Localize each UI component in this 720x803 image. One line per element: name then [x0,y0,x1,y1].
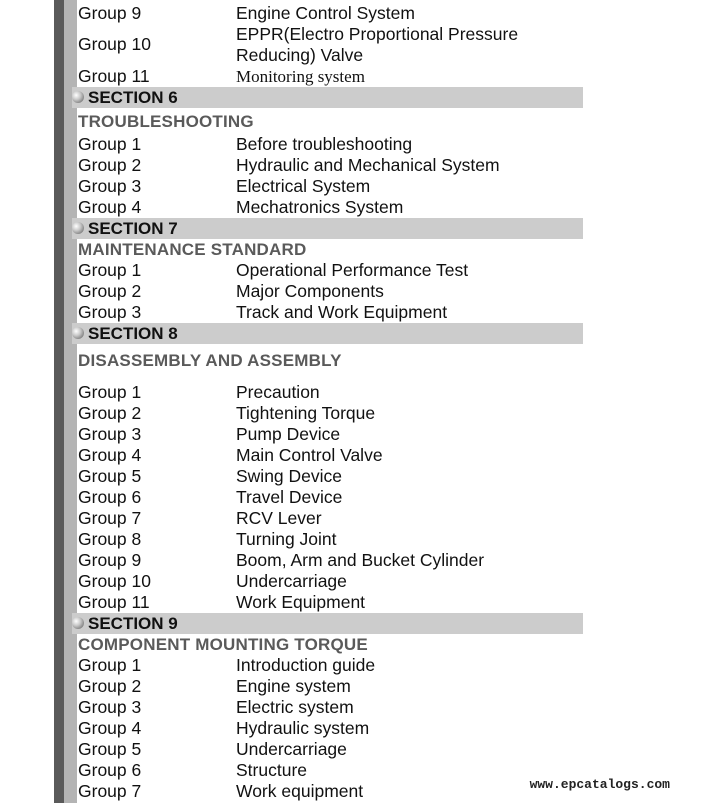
group-number: Group 3 [78,176,142,196]
group-title: Engine system [236,676,351,696]
group-number: Group 11 [78,592,150,612]
list-item [78,760,588,781]
group-title: Track and Work Equipment [236,302,448,322]
list-item [78,403,588,424]
list-item [78,445,588,466]
bullet-ball-icon [72,617,84,629]
group-number: Group 4 [78,718,142,738]
section-category: TROUBLESHOOTING [78,112,254,131]
group-title: RCV Lever [236,508,322,528]
group-title: Work equipment [236,781,364,801]
group-title-line: Reducing) Valve [236,45,364,65]
group-title-line: EPPR(Electro Proportional Pressure [236,24,519,44]
section-label: SECTION 9 [88,614,178,633]
group-title: Engine Control System [236,3,415,23]
section-header [72,323,583,344]
group-number: Group 4 [78,445,142,465]
group-title: Main Control Valve [236,445,383,465]
list-item [78,197,588,218]
bullet-ball-icon [72,222,84,234]
list-item [78,66,588,87]
group-number: Group 9 [78,3,142,23]
group-title: Boom, Arm and Bucket Cylinder [236,550,485,570]
list-item [78,466,588,487]
group-number: Group 8 [78,529,142,549]
group-number: Group 2 [78,281,142,301]
group-title [236,24,518,66]
group-number: Group 3 [78,302,142,322]
group-number: Group 1 [78,134,142,154]
section-label: SECTION 8 [88,324,178,343]
group-title: Work Equipment [236,592,366,612]
group-number: Group 9 [78,550,142,570]
group-number: Group 5 [78,739,142,759]
section-header [72,218,583,239]
group-title: Electric system [236,697,354,717]
section-category: COMPONENT MOUNTING TORQUE [78,635,368,654]
section-category: MAINTENANCE STANDARD [78,240,307,259]
group-title: Tightening Torque [236,403,376,423]
toc-list [78,0,588,802]
watermark-url: www.epcatalogs.com [529,777,670,792]
list-item [78,592,588,613]
group-title: Undercarriage [236,739,347,759]
list-item [78,281,588,302]
section-label: SECTION 6 [88,88,178,107]
group-number: Group 5 [78,466,142,486]
group-title: Electrical System [236,176,371,196]
group-title: Monitoring system [236,67,365,86]
group-title: Major Components [236,281,384,301]
section-header [72,87,583,108]
group-number: Group 4 [78,197,142,217]
list-item [78,134,588,155]
group-number: Group 6 [78,487,142,507]
list-item [78,718,588,739]
group-title: Swing Device [236,466,343,486]
section-header [72,613,583,634]
list-item [78,676,588,697]
group-number: Group 1 [78,382,142,402]
list-item [78,550,588,571]
group-number: Group 11 [78,66,150,86]
group-number: Group 1 [78,260,142,280]
list-item [78,529,588,550]
group-title: Hydraulic and Mechanical System [236,155,500,175]
list-item [78,176,588,197]
bullet-ball-icon [72,327,84,339]
group-number: Group 2 [78,676,142,696]
group-title: Before troubleshooting [236,134,413,154]
list-item [78,739,588,760]
list-item [78,697,588,718]
list-item [78,655,588,676]
list-item [78,508,588,529]
group-number: Group 3 [78,697,142,717]
group-number: Group 7 [78,781,142,801]
group-number: Group 10 [78,34,151,54]
left-border-dark [54,0,64,803]
list-item [78,155,588,176]
list-item [78,487,588,508]
group-title: Precaution [236,382,320,402]
left-border-light [64,0,77,803]
group-title: Structure [236,760,307,780]
group-title: Operational Performance Test [236,260,469,280]
list-item [78,781,588,802]
group-number: Group 6 [78,760,142,780]
section-category: DISASSEMBLY AND ASSEMBLY [78,351,342,370]
section-label: SECTION 7 [88,219,178,238]
list-item [78,24,588,66]
group-number: Group 3 [78,424,142,444]
group-title: Hydraulic system [236,718,370,738]
list-item [78,424,588,445]
list-item [78,302,588,323]
group-number: Group 2 [78,155,142,175]
list-item [78,571,588,592]
group-title: Travel Device [236,487,343,507]
group-number: Group 7 [78,508,142,528]
list-item [78,260,588,281]
group-title: Undercarriage [236,571,347,591]
group-title: Pump Device [236,424,341,444]
group-title: Mechatronics System [236,197,404,217]
bullet-ball-icon [72,91,84,103]
list-item [78,382,588,403]
group-title: Introduction guide [236,655,376,675]
group-number: Group 2 [78,403,142,423]
group-number: Group 10 [78,571,151,591]
group-number: Group 1 [78,655,142,675]
list-item [78,0,588,24]
group-title: Turning Joint [236,529,337,549]
